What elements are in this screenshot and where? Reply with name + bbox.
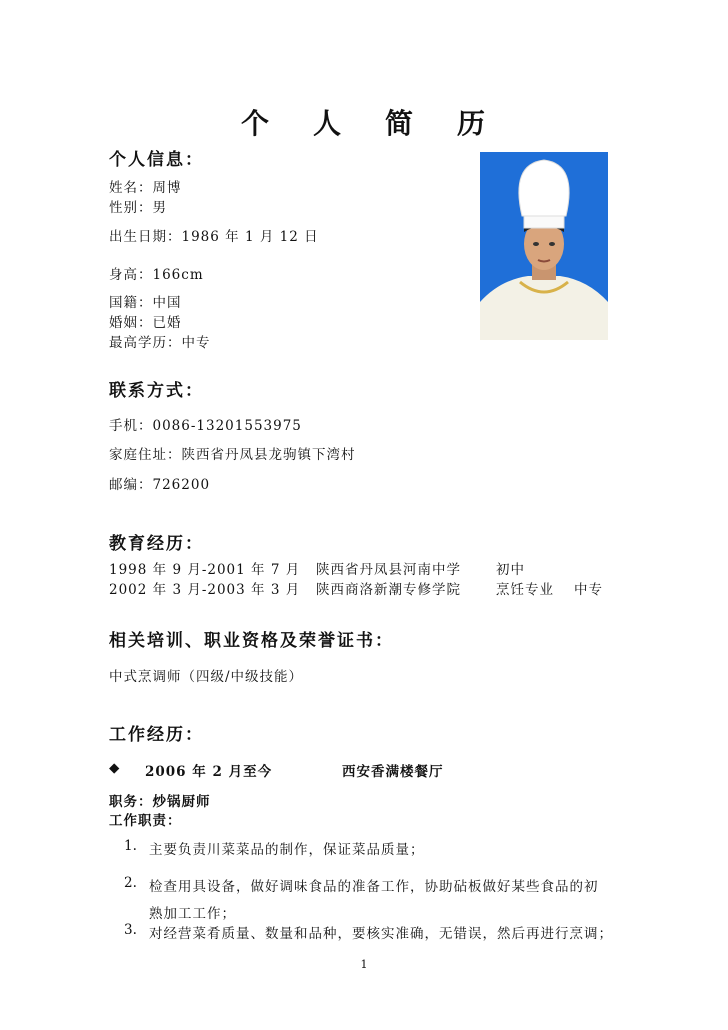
- title-char: 历: [457, 107, 488, 140]
- phone-line: 手机：0086-13201553975: [109, 418, 302, 434]
- name-line: 姓名：周博: [109, 180, 182, 196]
- edu-period: 2002 年 3 月-2003 年 3 月: [109, 582, 301, 598]
- edu-school: 陕西商洛新潮专修学院: [316, 582, 461, 598]
- profile-photo: [480, 152, 608, 340]
- duty-text: 对经营菜肴质量、数量和品种，要核实准确，无错误，然后再进行烹调；: [149, 926, 613, 942]
- duty-text-continued: 熟加工工作；: [149, 906, 236, 922]
- duty-text: 检查用具设备，做好调味食品的准备工作，协助砧板做好某些食品的初: [149, 879, 599, 895]
- work-heading: 工作经历：: [109, 725, 204, 745]
- education-heading: 教育经历：: [109, 534, 204, 554]
- work-period: 2006 年 2 月至今: [145, 764, 273, 780]
- duty-number: 3.: [124, 922, 137, 938]
- title-char: 简: [385, 107, 416, 140]
- nationality-line: 国籍：中国: [109, 295, 182, 311]
- resume-title: [0, 102, 728, 142]
- height-line: 身高：166cm: [109, 267, 204, 283]
- birth-line: 出生日期：1986 年 1 月 12 日: [109, 229, 319, 245]
- duty-number: 1.: [124, 838, 137, 854]
- duty-text: 主要负责川菜菜品的制作，保证菜品质量；: [149, 842, 425, 858]
- bullet-icon: ◆: [109, 760, 121, 776]
- postcode-line: 邮编：726200: [109, 477, 211, 493]
- gender-line: 性别：男: [109, 200, 167, 216]
- marital-line: 婚姻：已婚: [109, 315, 182, 331]
- duty-number: 2.: [124, 875, 137, 891]
- title-char: 个: [240, 107, 271, 140]
- work-position: 职务：炒锅厨师: [109, 794, 211, 810]
- title-char: 人: [312, 107, 343, 140]
- training-item: 中式烹调师（四级/中级技能）: [109, 669, 304, 685]
- address-line: 家庭住址：陕西省丹凤县龙驹镇下湾村: [109, 447, 356, 463]
- chef-portrait-image: [480, 152, 608, 340]
- personal-info-heading: 个人信息：: [109, 150, 204, 170]
- edu-period: 1998 年 9 月-2001 年 7 月: [109, 562, 301, 578]
- edu-level: 中专: [574, 582, 603, 598]
- duties-label: 工作职责：: [109, 813, 182, 829]
- work-company: 西安香满楼餐厅: [342, 764, 444, 780]
- education-level-line: 最高学历：中专: [109, 335, 211, 351]
- page-number: 1: [360, 958, 368, 971]
- training-heading: 相关培训、职业资格及荣誉证书：: [109, 631, 394, 651]
- edu-major: 烹饪专业: [496, 582, 554, 598]
- contact-heading: 联系方式：: [109, 381, 204, 401]
- edu-school: 陕西省丹凤县河南中学: [316, 562, 461, 578]
- edu-major: 初中: [496, 562, 525, 578]
